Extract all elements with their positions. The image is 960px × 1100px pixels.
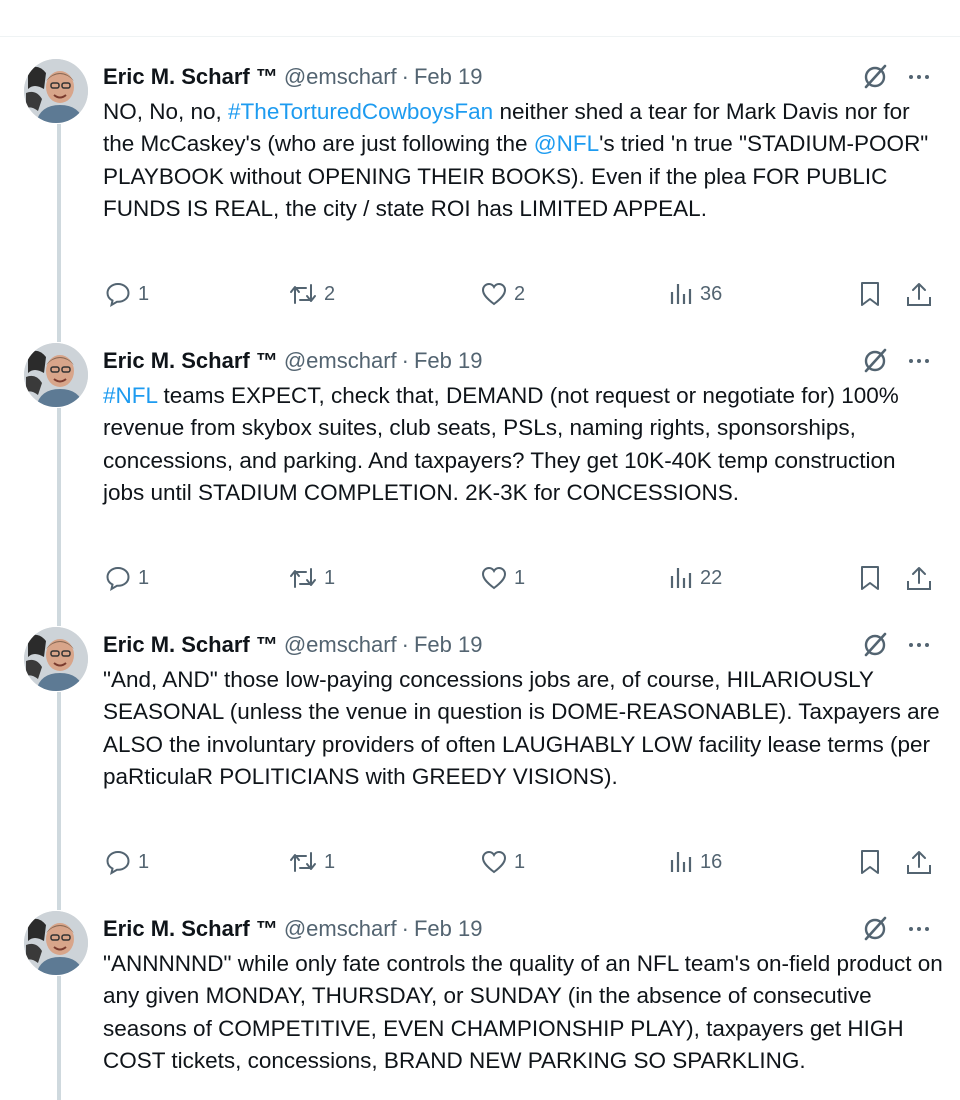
author-handle[interactable]: @emscharf	[283, 916, 397, 941]
thread-connector	[57, 976, 61, 1100]
tweet-text	[103, 664, 943, 793]
bookmark-icon	[856, 280, 884, 308]
author-name[interactable]: Eric M. Scharf ™	[103, 348, 278, 373]
reply-icon	[104, 280, 132, 308]
heart-icon	[480, 280, 508, 308]
separator: ·	[401, 348, 409, 373]
repost-count: 1	[324, 566, 336, 589]
thread-connector	[57, 608, 61, 626]
tweet-text	[103, 948, 943, 1077]
reply-icon	[104, 564, 132, 592]
tweet-date[interactable]: Feb 19	[413, 64, 483, 89]
text-segment: neither shed a tear for Mark Davis nor for the McCaskey's (who are just following the	[103, 99, 910, 157]
tweet-3[interactable]	[0, 608, 960, 892]
bookmark-button[interactable]	[856, 560, 884, 596]
grok-icon[interactable]	[860, 630, 890, 660]
tweet-2[interactable]	[0, 324, 960, 608]
more-icon[interactable]	[904, 62, 934, 92]
tweet-header	[103, 913, 482, 945]
reply-button[interactable]	[104, 276, 149, 312]
tweet-header	[103, 629, 482, 661]
reply-count: 1	[138, 282, 150, 305]
separator: ·	[401, 64, 409, 89]
tweet-1[interactable]	[0, 40, 960, 324]
separator: ·	[401, 916, 409, 941]
reply-count: 1	[138, 566, 150, 589]
bookmark-button[interactable]	[856, 276, 884, 312]
top-divider	[0, 36, 960, 37]
hashtag-link[interactable]: #NFL	[103, 383, 158, 408]
tweet-4[interactable]	[0, 892, 960, 1100]
avatar[interactable]	[24, 343, 88, 407]
avatar[interactable]	[24, 627, 88, 691]
repost-button[interactable]	[288, 560, 335, 596]
repost-button[interactable]	[288, 276, 335, 312]
author-handle[interactable]: @emscharf	[283, 632, 397, 657]
repost-icon	[288, 280, 318, 308]
tweet-text	[103, 380, 943, 509]
views-icon	[668, 848, 694, 876]
bookmark-icon	[856, 848, 884, 876]
action-bar	[0, 844, 960, 880]
tweet-text	[103, 96, 943, 225]
text-segment: 's tried 'n true "STADIUM-POOR" PLAYBOOK without OPENING THEIR BOOKS). Even if the plea FOR PUBLIC FUNDS IS REAL, the city / state ROI has LIMITED APPEAL.	[103, 131, 929, 221]
author-handle[interactable]: @emscharf	[283, 64, 397, 89]
hashtag-link[interactable]: #TheTorturedCowboysFan	[228, 99, 494, 124]
view-count: 16	[700, 850, 723, 873]
tweet-date[interactable]: Feb 19	[413, 916, 483, 941]
tweet-date[interactable]: Feb 19	[413, 348, 483, 373]
more-icon[interactable]	[904, 630, 934, 660]
avatar[interactable]	[24, 911, 88, 975]
text-segment: teams EXPECT, check that, DEMAND (not request or negotiate for) 100% revenue from skybox suites, club seats, PSLs, naming rights, sponsorships, concessions, and parking. And taxpayers? They get 10K-40K temp construction jobs until STADIUM COMPLETION. 2K-3K for CONCESSIONS.	[103, 383, 899, 505]
heart-icon	[480, 564, 508, 592]
like-button[interactable]	[480, 560, 525, 596]
reply-button[interactable]	[104, 560, 149, 596]
heart-icon	[480, 848, 508, 876]
bookmark-icon	[856, 564, 884, 592]
thread-connector	[57, 324, 61, 342]
views-button[interactable]	[668, 844, 722, 880]
like-count: 1	[514, 850, 526, 873]
repost-icon	[288, 564, 318, 592]
repost-count: 1	[324, 850, 336, 873]
author-name[interactable]: Eric M. Scharf ™	[103, 632, 278, 657]
view-count: 22	[700, 566, 723, 589]
text-segment: "And, AND" those low-paying concessions jobs are, of course, HILARIOUSLY SEASONAL (unless the venue in question is DOME-REASONABLE). Taxpayers are ALSO the involuntary providers of often LAUGHABLY LOW facility lease terms (per paRticulaR POLITICIANS with GREEDY VISIONS).	[103, 667, 940, 789]
author-handle[interactable]: @emscharf	[283, 348, 397, 373]
views-button[interactable]	[668, 276, 722, 312]
action-bar	[0, 276, 960, 312]
grok-icon[interactable]	[860, 346, 890, 376]
reply-button[interactable]	[104, 844, 149, 880]
views-icon	[668, 280, 694, 308]
reply-icon	[104, 848, 132, 876]
bookmark-button[interactable]	[856, 844, 884, 880]
repost-count: 2	[324, 282, 336, 305]
grok-icon[interactable]	[860, 914, 890, 944]
text-segment: NO, No, no,	[103, 99, 229, 124]
more-icon[interactable]	[904, 914, 934, 944]
share-button[interactable]	[904, 276, 934, 312]
mention-link[interactable]: @NFL	[533, 131, 600, 157]
like-button[interactable]	[480, 844, 525, 880]
share-icon	[904, 564, 934, 592]
repost-button[interactable]	[288, 844, 335, 880]
like-count: 2	[514, 282, 526, 305]
author-name[interactable]: Eric M. Scharf ™	[103, 916, 278, 941]
view-count: 36	[700, 282, 723, 305]
like-count: 1	[514, 566, 526, 589]
thread-connector	[57, 892, 61, 910]
separator: ·	[401, 632, 409, 657]
grok-icon[interactable]	[860, 62, 890, 92]
avatar[interactable]	[24, 59, 88, 123]
like-button[interactable]	[480, 276, 525, 312]
repost-icon	[288, 848, 318, 876]
share-icon	[904, 848, 934, 876]
share-icon	[904, 280, 934, 308]
text-segment: "ANNNNND" while only fate controls the quality of an NFL team's on-field product on any given MONDAY, THURSDAY, or SUNDAY (in the absence of consecutive seasons of COMPETITIVE, EVEN CHAMPIONSHIP PLAY), taxpayers get HIGH COST tickets, concessions, BRAND NEW PARKING SO SPARKLING.	[103, 951, 943, 1073]
views-button[interactable]	[668, 560, 722, 596]
share-button[interactable]	[904, 844, 934, 880]
share-button[interactable]	[904, 560, 934, 596]
tweet-header	[103, 61, 482, 93]
tweet-date[interactable]: Feb 19	[413, 632, 483, 657]
action-bar	[0, 560, 960, 596]
reply-count: 1	[138, 850, 150, 873]
more-icon[interactable]	[904, 346, 934, 376]
author-name[interactable]: Eric M. Scharf ™	[103, 64, 278, 89]
views-icon	[668, 564, 694, 592]
tweet-header	[103, 345, 482, 377]
